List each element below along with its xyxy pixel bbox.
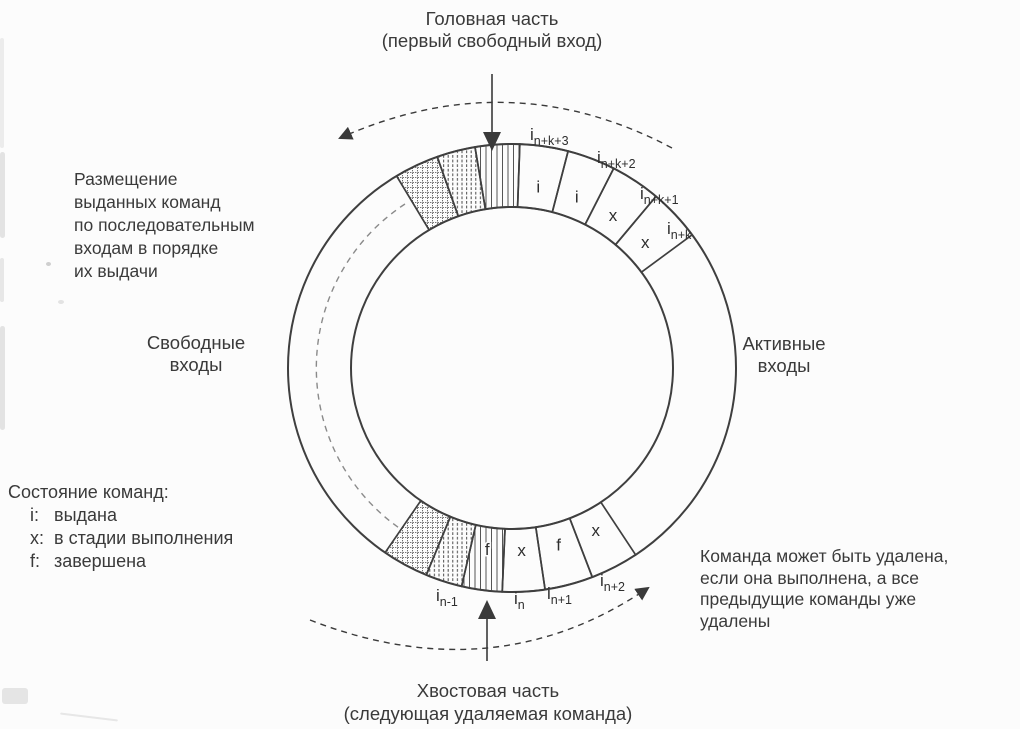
legend-item [8, 504, 233, 527]
removal-note-line: Команда может быть удалена, [700, 546, 949, 566]
placement-direction-arc [316, 204, 405, 530]
placement-note-line: Размещение [74, 169, 178, 189]
active-entries-line2: входы [757, 355, 811, 376]
placement-note-line: по последовательным [74, 215, 255, 235]
ring-segments [385, 144, 692, 592]
entry-label: $i_n$ [514, 589, 525, 612]
active-entries-label [718, 333, 850, 377]
head-rotation-arrow [340, 102, 672, 148]
segment-state-letter: x [517, 541, 526, 561]
tail-label-line1: Хвостовая часть [416, 680, 560, 701]
removal-note [700, 546, 948, 632]
entry-label: $i_{n+2}$ [600, 571, 625, 594]
ring-segment [570, 502, 636, 577]
segment-state-letter: f [484, 539, 490, 559]
entry-label: $i_{n+k+2}$ [597, 148, 636, 171]
entry-label: $i_{n-1}$ [436, 586, 458, 609]
tail-pointer-arrow [478, 600, 496, 661]
legend-key-i: i: [30, 505, 39, 525]
placement-note-line: выданных команд [74, 192, 221, 212]
removal-note-line: если она выполнена, а все [700, 567, 919, 588]
ring-outer-circle [288, 144, 736, 592]
active-entries-line1: Активные [742, 333, 826, 354]
head-pointer-arrow [483, 74, 501, 151]
placement-note [74, 168, 255, 283]
ring-inner-circle [351, 207, 673, 529]
legend-text-x: в стадии выполнения [54, 528, 234, 548]
segment-state-letter: x [591, 521, 601, 541]
legend-text-i: выдана [54, 505, 117, 525]
legend-title: Состояние команд: [8, 482, 169, 502]
removal-note-line: предыдущие команды уже [700, 589, 917, 609]
tail-label [288, 679, 688, 725]
legend-item [8, 550, 233, 573]
tail-label-line2: (следующая удаляемая команда) [343, 703, 633, 724]
placement-note-line: их выдачи [74, 261, 158, 281]
entry-label: $i_{n+k}$ [667, 219, 692, 242]
placement-note-line: входам в порядке [74, 238, 219, 258]
segment-state-letter: x [608, 205, 618, 225]
segment-state-letters [485, 177, 650, 560]
command-states-legend [8, 481, 233, 573]
legend-text-f: завершена [54, 551, 147, 571]
removal-note-line: удалены [700, 610, 771, 631]
legend-item [8, 527, 233, 550]
head-label-line1: Головная часть [425, 8, 559, 29]
head-label-line2: (первый свободный вход) [381, 30, 603, 51]
head-label [332, 8, 652, 52]
entry-label: $i_{n+k+1}$ [640, 184, 679, 207]
legend-key-f: f: [30, 551, 41, 571]
entry-label: $i_{n+k+3}$ [530, 125, 569, 148]
entry-label: $i_{n+1}$ [547, 584, 572, 607]
segment-state-letter: i [536, 177, 541, 197]
legend-key-x: x: [30, 528, 45, 548]
free-entries-line2: входы [169, 354, 223, 375]
segment-state-letter: i [574, 187, 579, 207]
free-entries-label [130, 332, 262, 376]
segment-state-letter: f [556, 535, 561, 555]
segment-state-letter: x [641, 233, 650, 253]
free-entries-line1: Свободные [146, 332, 246, 353]
